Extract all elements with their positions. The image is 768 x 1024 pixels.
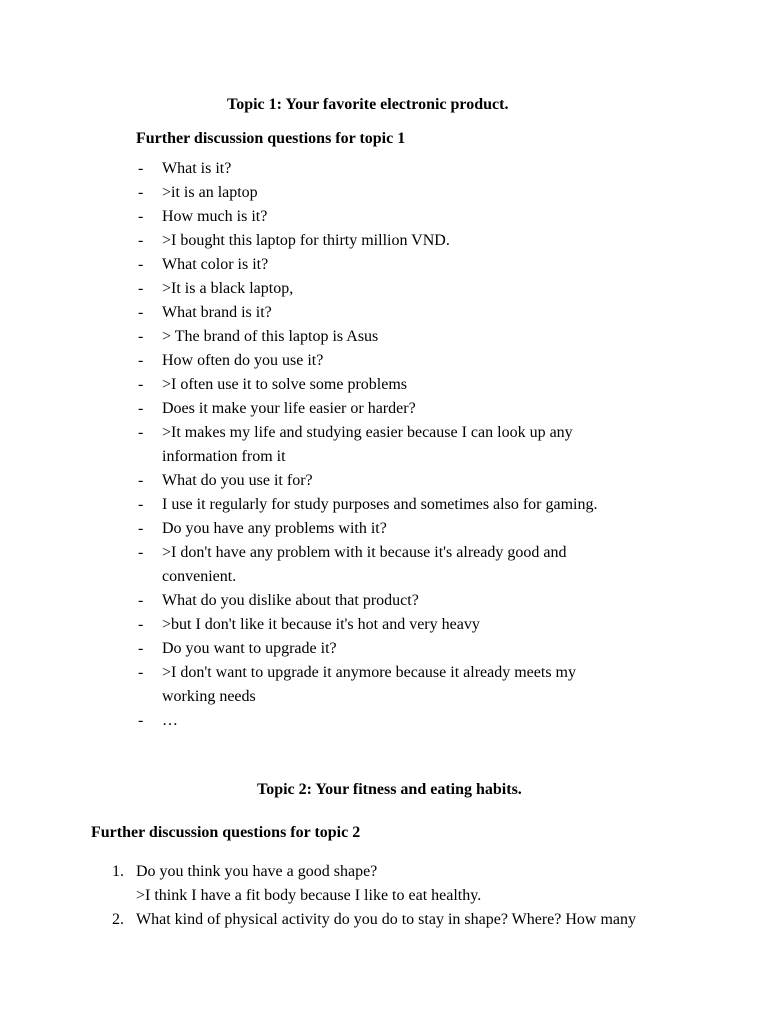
bullet-dash: - (138, 256, 144, 273)
bullet-dash: - (138, 376, 144, 393)
bullet-dash: - (138, 400, 144, 417)
topic2-question-list (112, 860, 732, 932)
bullet-dash: - (138, 664, 144, 681)
list-item (138, 301, 698, 325)
bullet-dash: - (138, 304, 144, 321)
list-item-text: Do you have any problems with it? (162, 520, 387, 537)
list-item (138, 517, 698, 541)
list-item (138, 661, 698, 709)
bullet-dash: - (138, 496, 144, 513)
list-item (138, 253, 698, 277)
topic1-question-list (138, 157, 698, 733)
bullet-dash: - (138, 208, 144, 225)
numbered-item (112, 860, 732, 908)
list-item (138, 277, 698, 301)
list-item-text: >I often use it to solve some problems (162, 376, 407, 393)
topic2-title: Topic 2: Your fitness and eating habits. (257, 781, 522, 798)
list-item-text: Do you want to upgrade it? (162, 640, 337, 657)
list-item-text: >it is an laptop (162, 184, 258, 201)
bullet-dash: - (138, 160, 144, 177)
list-item (138, 325, 698, 349)
list-item-text: I use it regularly for study purposes and sometimes also for gaming. (162, 496, 598, 513)
list-item (138, 157, 698, 181)
list-item-text: >but I don't like it because it's hot and very heavy (162, 616, 480, 633)
list-item-text: convenient. (162, 568, 237, 585)
list-item-text: > The brand of this laptop is Asus (162, 328, 379, 345)
bullet-dash: - (138, 472, 144, 489)
list-item (138, 613, 698, 637)
list-item (138, 541, 698, 589)
list-item (138, 397, 698, 421)
numbered-item-text: >I think I have a fit body because I like to eat healthy. (136, 887, 482, 904)
list-item (138, 229, 698, 253)
bullet-dash: - (138, 640, 144, 657)
list-item-text: Does it make your life easier or harder? (162, 400, 416, 417)
list-item-text: >I don't want to upgrade it anymore because it already meets my (162, 664, 576, 681)
list-item-text: What brand is it? (162, 304, 272, 321)
bullet-dash: - (138, 616, 144, 633)
list-item (138, 709, 698, 733)
list-item-text: information from it (162, 448, 286, 465)
list-item (138, 205, 698, 229)
list-item (138, 469, 698, 493)
bullet-dash: - (138, 232, 144, 249)
topic1-title: Topic 1: Your favorite electronic product. (227, 96, 509, 113)
list-item (138, 181, 698, 205)
list-item-text: working needs (162, 688, 256, 705)
bullet-dash: - (138, 592, 144, 609)
list-item (138, 637, 698, 661)
numbered-item (112, 908, 732, 932)
item-number: 1. (112, 863, 124, 880)
list-item-text: How much is it? (162, 208, 268, 225)
list-item-text: … (162, 712, 178, 729)
list-item (138, 373, 698, 397)
list-item (138, 421, 698, 469)
bullet-dash: - (138, 352, 144, 369)
list-item-text: How often do you use it? (162, 352, 324, 369)
list-item-text: >I don't have any problem with it because it's already good and (162, 544, 567, 561)
bullet-dash: - (138, 424, 144, 441)
numbered-item-text: What kind of physical activity do you do to stay in shape? Where? How many (136, 911, 637, 928)
topic1-subtitle: Further discussion questions for topic 1 (136, 130, 406, 147)
list-item (138, 493, 698, 517)
list-item (138, 349, 698, 373)
bullet-dash: - (138, 520, 144, 537)
list-item (138, 589, 698, 613)
bullet-dash: - (138, 712, 144, 729)
list-item-text: >I bought this laptop for thirty million VND. (162, 232, 450, 249)
item-number: 2. (112, 911, 124, 928)
list-item-text: What do you dislike about that product? (162, 592, 419, 609)
topic2-subtitle: Further discussion questions for topic 2 (91, 824, 361, 841)
list-item-text: >It makes my life and studying easier because I can look up any (162, 424, 573, 441)
list-item-text: What do you use it for? (162, 472, 313, 489)
list-item-text: What is it? (162, 160, 232, 177)
bullet-dash: - (138, 184, 144, 201)
list-item-text: What color is it? (162, 256, 269, 273)
bullet-dash: - (138, 328, 144, 345)
list-item-text: >It is a black laptop, (162, 280, 294, 297)
bullet-dash: - (138, 280, 144, 297)
bullet-dash: - (138, 544, 144, 561)
numbered-item-text: Do you think you have a good shape? (136, 863, 378, 880)
